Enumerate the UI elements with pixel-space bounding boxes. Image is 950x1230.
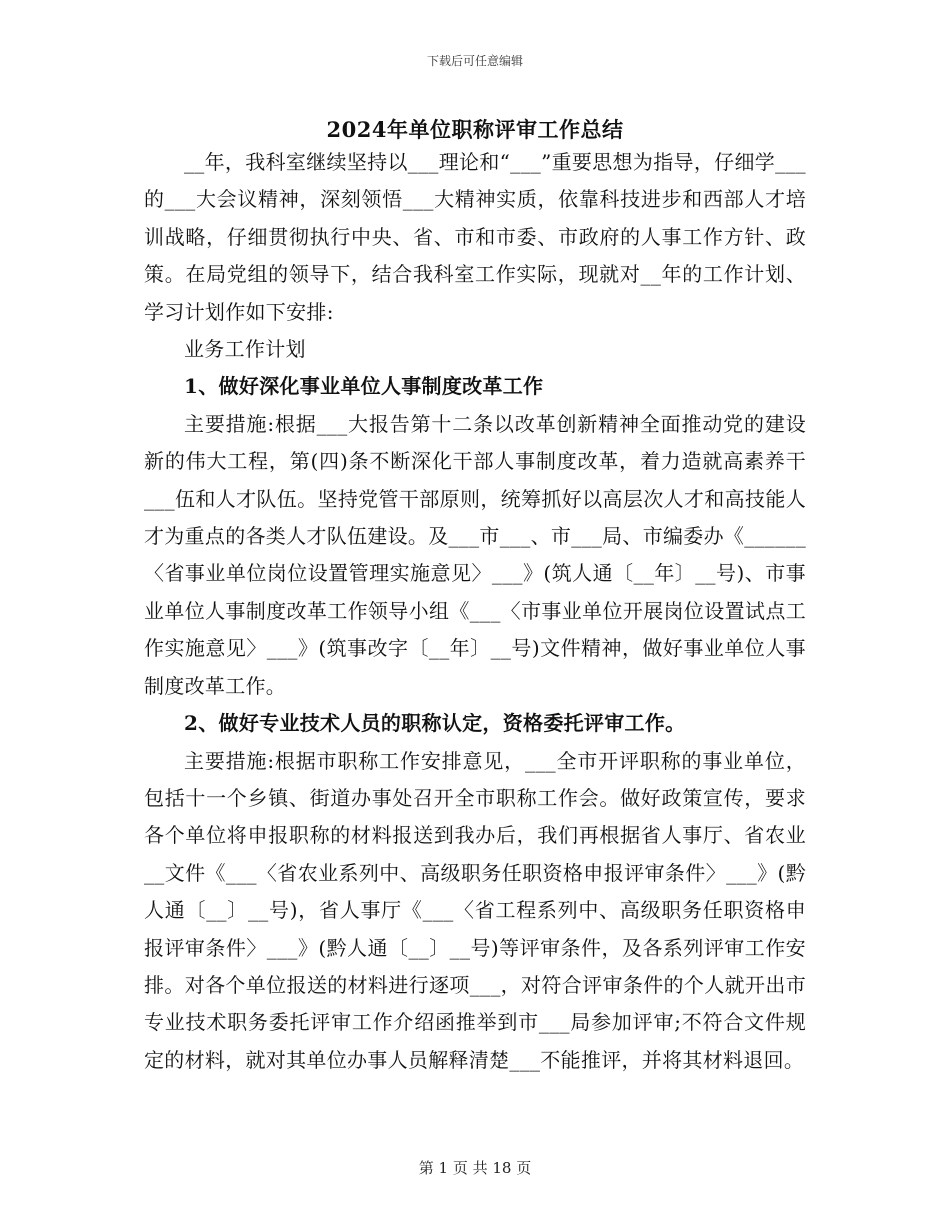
section-heading-1: 1、做好深化事业单位人事制度改革工作	[184, 374, 544, 399]
document-title: 2024年单位职称评审工作总结	[326, 117, 624, 142]
document-body	[144, 144, 806, 1079]
section-2-paragraph: 主要措施:根据市职称工作安排意见，___全市开评职称的事业单位，包括十一个乡镇、街道办事处召开全市职称工作会。做好政策宣传，要求各个单位将申报职称的材料报送到我办后，我们再根据省人事厅、省农业__文件《___〈省农业系列中、高级职务任职资格申报评审条件〉___》(黔人通〔__〕__号)，省人事厅《___〈省工程系列中、高级职务任职资格申报评审条件〉___》(黔人通〔__〕__号)等评审条件，及各系列评审工作安排。对各个单位报送的材料进行逐项___，对符合评审条件的个人就开出市专业技术职务委托评审工作介绍函推举到市___局参加评审;不符合文件规定的材料，就对其单位办事人员解释清楚___不能推评，并将其材料退回。	[144, 748, 806, 1072]
section-heading-2: 2、做好专业技术人员的职称认定，资格委托评审工作。	[184, 711, 686, 736]
section-1-paragraph: 主要措施:根据___大报告第十二条以改革创新精神全面推动党的建设新的伟大工程，第(四)条不断深化干部人事制度改革，着力造就高素养干___伍和人才队伍。坚持党管干部原则，统筹抓好以高层次人才和高技能人才为重点的各类人才队伍建设。及___市___、市___局、市编委办《______〈省事业单位岗位设置管理实施意见〉___》(筑人通〔__年〕__号)、市事业单位人事制度改革工作领导小组《___〈市事业单位开展岗位设置试点工作实施意见〉___》(筑事改字〔__年〕__号)文件精神，做好事业单位人事制度改革工作。	[144, 411, 806, 698]
page-header-note: 下载后可任意编辑	[426, 54, 523, 68]
page-number-footer: 第 1 页 共 18 页	[418, 1159, 532, 1177]
intro-paragraph: __年，我科室继续坚持以___理论和“___”重要思想为指导，仔细学___的___大会议精神，深刻领悟___大精神实质，依靠科技进步和西部人才培训战略，仔细贯彻执行中央、省、市和市委、市政府的人事工作方针、政策。在局党组的领导下，结合我科室工作实际，现就对__年的工作计划、学习计划作如下安排:	[144, 150, 806, 324]
section-label-work-plan: 业务工作计划	[184, 337, 306, 362]
